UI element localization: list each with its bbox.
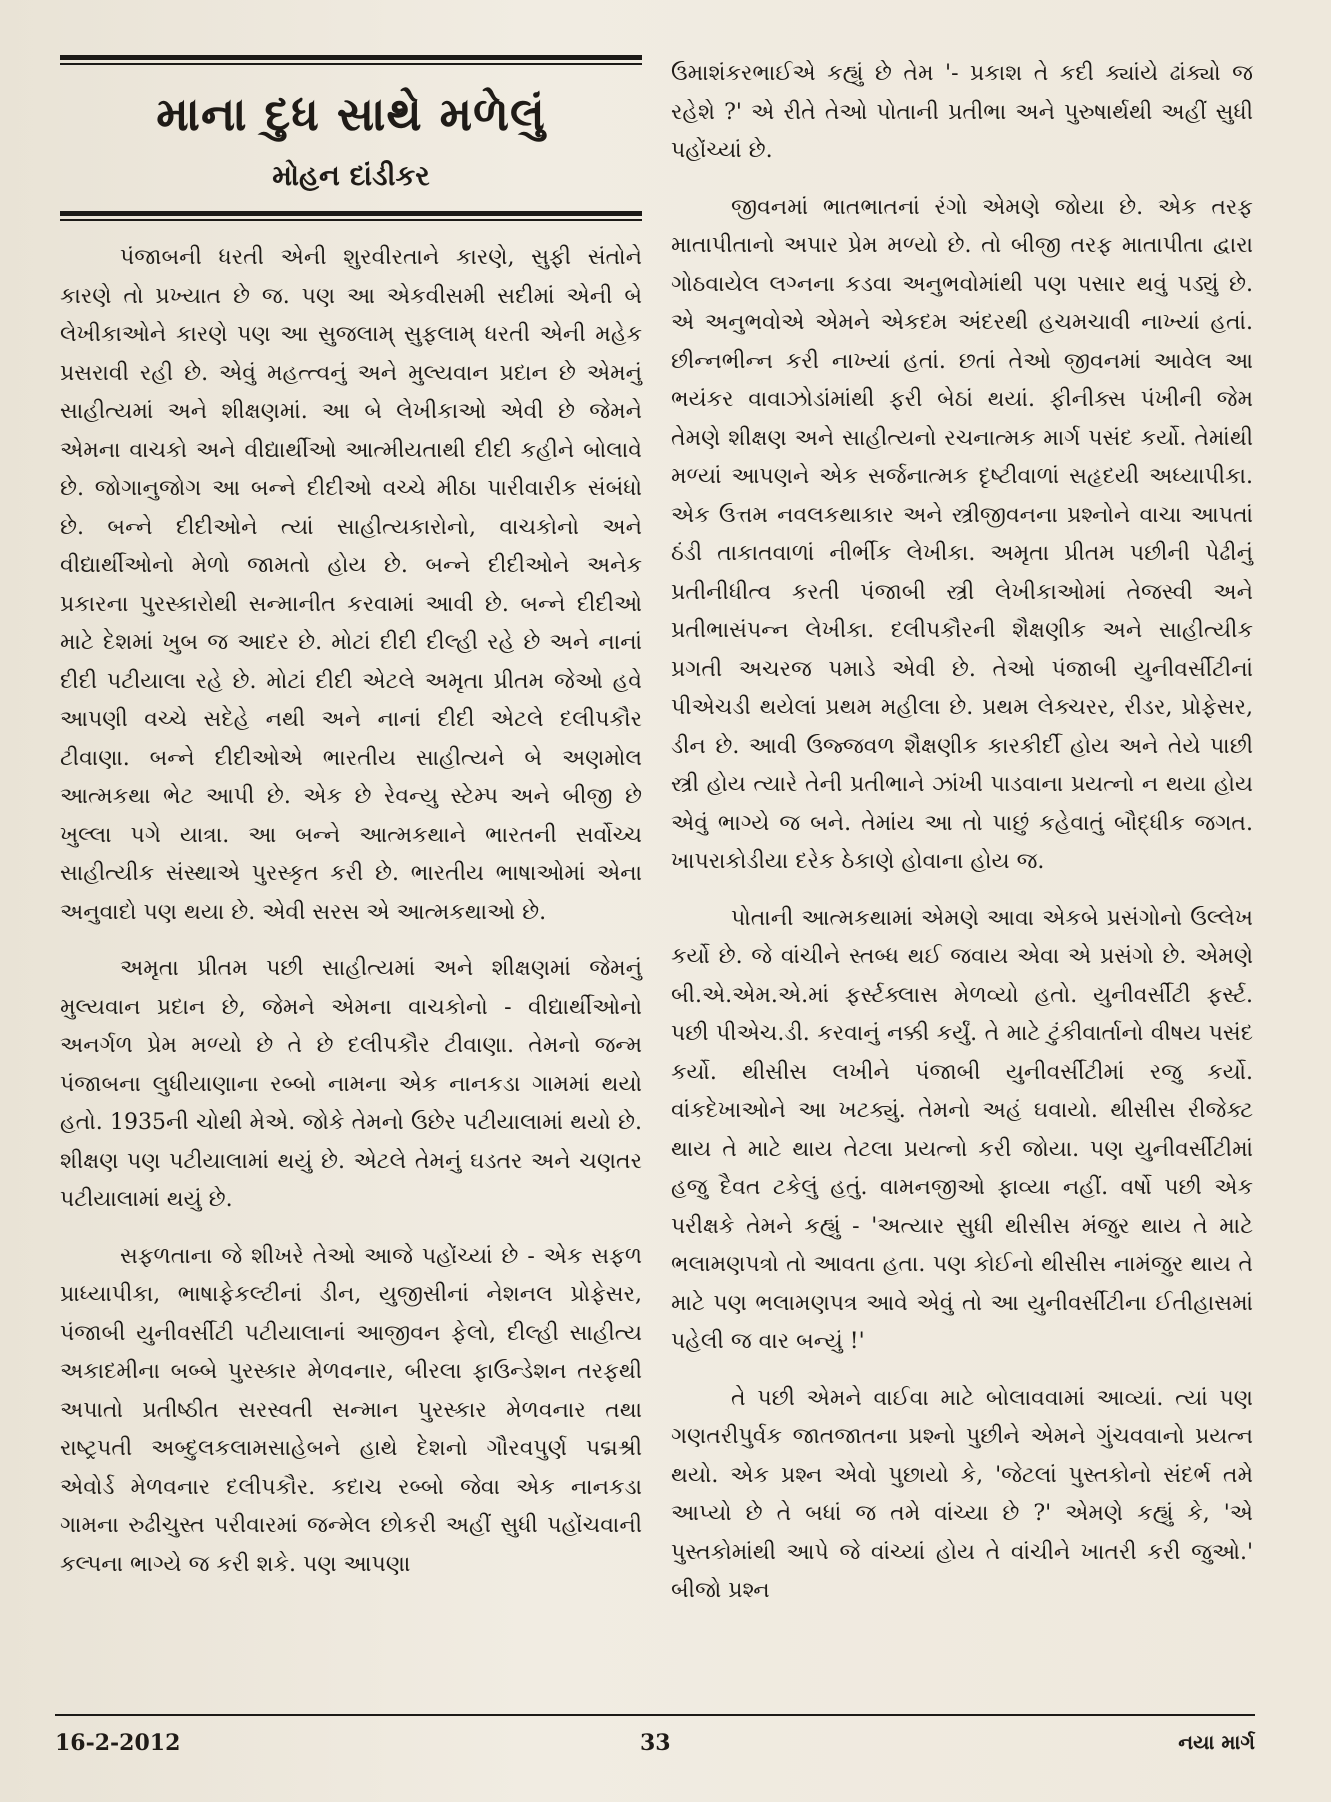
right-column: [671, 55, 1253, 1629]
title-bottom-rule-thin: [60, 219, 642, 221]
article-title: માના દુધ સાથે મળેલું: [156, 87, 546, 141]
body-paragraph: સફળતાના જે શીખરે તેઓ આજે પહોંચ્યાં છે - એક સફળ પ્રાધ્યાપીકા, ભાષાફેકલ્ટીનાં ડીન, યુજીસીનાં નેશનલ પ્રોફેસર, પંજાબી યુનીવર્સીટી પટીયાલાનાં આજીવન ફેલો, દીલ્હી સાહીત્ય અકાદમીના બબ્બે પુરસ્કાર મેળવનાર, બીરલા ફાઉન્ડેશન તરફથી અપાતો પ્રતીષ્ઠીત સરસ્વતી સન્માન પુરસ્કાર મેળવનાર તથા રાષ્ટ્રપતી અબ્દુલકલામસાહેબને હાથે દેશનો ગૌરવપુર્ણ પદ્મશ્રી એવોર્ડ મેળવનાર દલીપકૌર. કદાચ રબ્બો જેવા એક નાનકડા ગામના રુઢીચુસ્ત પરીવારમાં જન્મેલ છોકરી અહીં સુધી પહોંચવાની કલ્પના ભાગ્યે જ કરી શકે. પણ આપણા: [60, 1243, 642, 1577]
footer-rule: [55, 1714, 1255, 1716]
title-bottom-rule: [60, 211, 642, 216]
body-paragraph: અમૃતા પ્રીતમ પછી સાહીત્યમાં અને શીક્ષણમાં જેમનું મુલ્યવાન પ્રદાન છે, જેમને એમના વાચકોનો - વીદ્યાર્થીઓનો અનર્ગળ પ્રેમ મળ્યો છે તે છે દલીપકૌર ટીવાણા. તેમનો જન્મ પંજાબના લુધીયાણાના રબ્બો નામના એક નાનકડા ગામમાં થયો હતો. 1935ની ચોથી મેએ. જોકે તેમનો ઉછેર પટીયાલામાં થયો છે. શીક્ષણ પણ પટીયાલામાં થયું છે. એટલે તેમનું ઘડતર અને ચણતર પટીયાલામાં થયું છે.: [60, 956, 642, 1212]
left-column: [60, 55, 642, 1602]
page-number: 33: [640, 1730, 671, 1756]
body-paragraph: પોતાની આત્મકથામાં એમણે આવા એકબે પ્રસંગોનો ઉલ્લેખ કર્યો છે. જે વાંચીને સ્તબ્ધ થઈ જવાય એવા એ પ્રસંગો છે. એમણે બી.એ.એમ.એ.માં ફર્સ્ટક્લાસ મેળવ્યો હતો. યુનીવર્સીટી ફર્સ્ટ. પછી પીએચ.ડી. કરવાનું નક્કી કર્યું. તે માટે ટુંકીવાર્તાનો વીષય પસંદ કર્યો. થીસીસ લખીને પંજાબી યુનીવર્સીટીમાં રજુ કર્યો. વાંકદેખાઓને આ ખટક્યું. તેમનો અહં ઘવાયો. થીસીસ રીજેક્ટ થાય તે માટે થાય તેટલા પ્રયત્નો કરી જોયા. પણ યુનીવર્સીટીમાં હજુ દૈવત ટકેલું હતું. વામનજીઓ ફાવ્યા નહીં. વર્ષો પછી એક પરીક્ષકે તેમને કહ્યું - 'અત્યાર સુધી થીસીસ મંજુર થાય તે માટે ભલામણપત્રો તો આવતા હતા. પણ કોઈનો થીસીસ નામંજુર થાય તે માટે પણ ભલામણપત્ર આવે એવું તો આ યુનીવર્સીટીના ઈતીહાસમાં પહેલી જ વાર બન્યું !': [671, 905, 1253, 1354]
body-paragraph: પંજાબની ધરતી એની શુરવીરતાને કારણે, સુફી સંતોને કારણે તો પ્રખ્યાત છે જ. પણ આ એકવીસમી સદીમાં એની બે લેખીકાઓને કારણે પણ આ સુજલામ્ સુફલામ્ ધરતી એની મહેક પ્રસરાવી રહી છે. એવું મહત્ત્વનું અને મુલ્યવાન પ્રદાન છે એમનું સાહીત્યમાં અને શીક્ષણમાં. આ બે લેખીકાઓ એવી છે જેમને એમના વાચકો અને વીદ્યાર્થીઓ આત્મીયતાથી દીદી કહીને બોલાવે છે. જોગાનુજોગ આ બન્ને દીદીઓ વચ્ચે મીઠા પારીવારીક સંબંધો છે. બન્ને દીદીઓને ત્યાં સાહીત્યકારોનો, વાચકોનો અને વીદ્યાર્થીઓનો મેળો જામતો હોય છે. બન્ને દીદીઓને અનેક પ્રકારના પુરસ્કારોથી સન્માનીત કરવામાં આવી છે. બન્ને દીદીઓ માટે દેશમાં ખુબ જ આદર છે. મોટાં દીદી દીલ્હી રહે છે અને નાનાં દીદી પટીયાલા રહે છે. મોટાં દીદી એટલે અમૃતા પ્રીતમ જેઓ હવે આપણી વચ્ચે સદેહે નથી અને નાનાં દીદી એટલે દલીપકૌર ટીવાણા. બન્ને દીદીઓએ ભારતીય સાહીત્યને બે અણમોલ આત્મકથા ભેટ આપી છે. એક છે રેવન્યુ સ્ટેમ્પ અને બીજી છે ખુલ્લા પગે યાત્રા. આ બન્ને આત્મકથાને ભારતની સર્વોચ્ચ સાહીત્યીક સંસ્થાએ પુરસ્કૃત કરી છે. ભારતીય ભાષાઓમાં એના અનુવાદો પણ થયા છે. એવી સરસ એ આત્મકથાઓ છે.: [60, 245, 642, 925]
body-paragraph: જીવનમાં ભાતભાતનાં રંગો એમણે જોયા છે. એક તરફ માતાપીતાનો અપાર પ્રેમ મળ્યો છે. તો બીજી તરફ માતાપીતા દ્વારા ગોઠવાયેલ લગ્નના કડવા અનુભવોમાંથી પણ પસાર થવું પડ્યું છે. એ અનુભવોએ એમને એકદમ અંદરથી હચમચાવી નાખ્યાં હતાં. છીન્નભીન્ન કરી નાખ્યાં હતાં. છતાં તેઓ જીવનમાં આવેલ આ ભયંકર વાવાઝોડાંમાંથી ફરી બેઠાં થયાં. ફીનીક્સ પંખીની જેમ તેમણે શીક્ષણ અને સાહીત્યનો રચનાત્મક માર્ગ પસંદ કર્યો. તેમાંથી મળ્યાં આપણને એક સર્જનાત્મક દૃષ્ટીવાળાં સહૃદયી અધ્યાપીકા. એક ઉત્તમ નવલકથાકાર અને સ્ત્રીજીવનના પ્રશ્નોને વાચા આપતાં ઠંડી તાકાતવાળાં નીર્ભીક લેખીકા. અમૃતા પ્રીતમ પછીની પેઢીનું પ્રતીનીધીત્વ કરતી પંજાબી સ્ત્રી લેખીકાઓમાં તેજસ્વી અને પ્રતીભાસંપન્ન લેખીકા. દલીપકૌરની શૈક્ષણીક અને સાહીત્યીક પ્રગતી અચરજ પમાડે એવી છે. તેઓ પંજાબી યુનીવર્સીટીનાં પીએચડી થયેલાં પ્રથમ મહીલા છે. પ્રથમ લેક્ચરર, રીડર, પ્રોફેસર, ડીન છે. આવી ઉજ્જવળ શૈક્ષણીક કારકીર્દી હોય અને તેયે પાછી સ્ત્રી હોય ત્યારે તેની પ્રતીભાને ઝાંખી પાડવાના પ્રયત્નો ન થયા હોય એવું ભાગ્યે જ બને. તેમાંય આ તો પાછું કહેવાતું બૌદ્ધીક જગત. ખાપરાકોડીયા દરેક ઠેકાણે હોવાના હોય જ.: [671, 194, 1253, 874]
page-footer: [55, 1724, 1255, 1764]
title-top-rule: [60, 55, 642, 60]
body-paragraph: તે પછી એમને વાઈવા માટે બોલાવવામાં આવ્યાં. ત્યાં પણ ગણતરીપુર્વક જાતજાતના પ્રશ્નો પુછીને એમને ગુંચવવાનો પ્રયત્ન થયો. એક પ્રશ્ન એવો પુછાયો કે, 'જેટલાં પુસ્તકોનો સંદર્ભ તમે આપ્યો છે તે બધાં જ તમે વાંચ્યા છે ?' એમણે કહ્યું કે, 'એ પુસ્તકોમાંથી આપે જે વાંચ્યાં હોય તે વાંચીને ખાતરી કરી જુઓ.' બીજો પ્રશ્ન: [671, 1385, 1253, 1603]
issue-date: 16-2-2012: [55, 1730, 181, 1756]
body-paragraph: ઉમાશંકરભાઈએ કહ્યું છે તેમ '- પ્રકાશ તે કદી ક્યાંયે ઢાંક્યો જ રહેશે ?' એ રીતે તેઓ પોતાની પ્રતીભા અને પુરુષાર્થથી અહીં સુધી પહોંચ્યાં છે.: [671, 61, 1253, 163]
magazine-name: નયા માર્ગ: [1178, 1730, 1255, 1754]
article-author: મોહન દાંડીકર: [272, 159, 430, 192]
title-top-rule-thin: [60, 63, 642, 65]
